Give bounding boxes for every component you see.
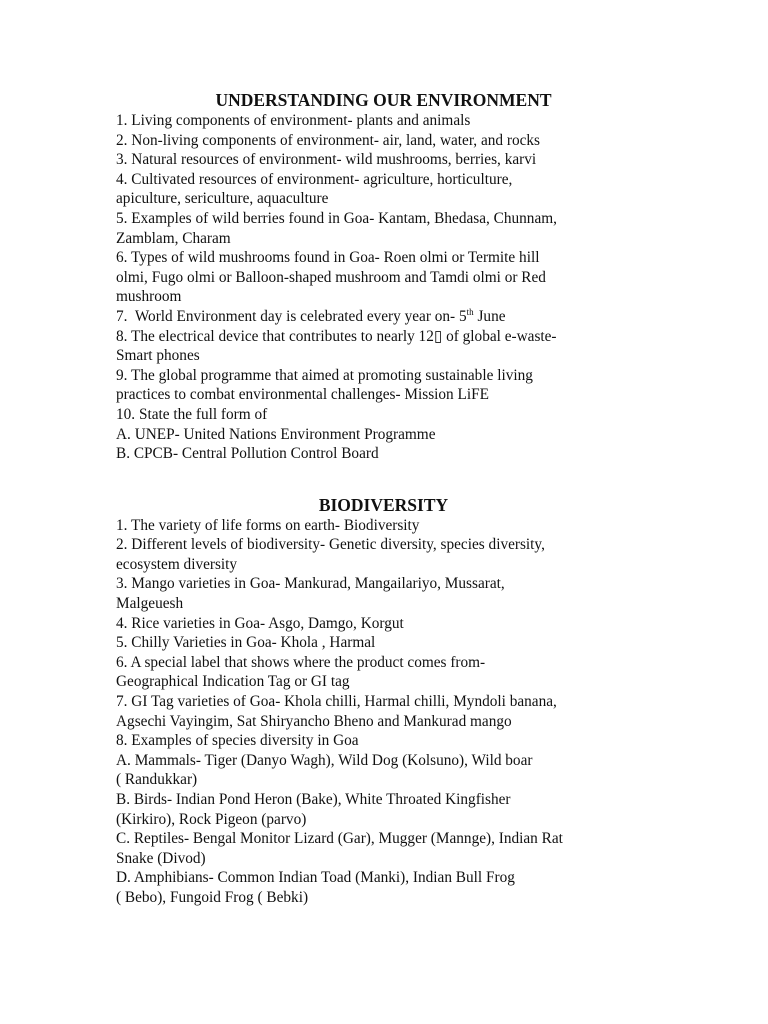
text-line: 4. Cultivated resources of environment- agriculture, horticulture, <box>116 170 513 188</box>
text-line: 8. The electrical device that contributes to nearly 12▯ of global e-waste- <box>116 327 557 345</box>
text-line: 7. GI Tag varieties of Goa- Khola chilli, Harmal chilli, Myndoli banana, <box>116 693 557 711</box>
text-line: practices to combat environmental challenges- Mission LiFE <box>116 386 489 404</box>
text-line: 3. Natural resources of environment- wild mushrooms, berries, karvi <box>116 151 537 169</box>
text-line: C. Reptiles- Bengal Monitor Lizard (Gar), Mugger (Mannge), Indian Rat <box>116 830 563 848</box>
text-line: Zamblam, Charam <box>116 229 231 247</box>
text-line: Geographical Indication Tag or GI tag <box>116 673 350 691</box>
text-line: 6. A special label that shows where the product comes from- <box>116 653 486 671</box>
document-page <box>116 89 656 908</box>
text-line: ( Bebo), Fungoid Frog ( Bebki) <box>116 888 309 906</box>
text-line: ecosystem diversity <box>116 555 238 573</box>
text-line: ( Randukkar) <box>116 771 198 789</box>
text-line: A. UNEP- United Nations Environment Programme <box>116 425 436 443</box>
line-text: 7. World Environment day is celebrated every year on- 5 <box>116 307 467 325</box>
text-line: 4. Rice varieties in Goa- Asgo, Damgo, Korgut <box>116 614 404 632</box>
text-line: Malgeuesh <box>116 595 184 613</box>
section-biodiversity <box>116 494 656 908</box>
line-text: June <box>473 307 506 325</box>
text-line: 9. The global programme that aimed at promoting sustainable living <box>116 366 533 384</box>
text-line: B. CPCB- Central Pollution Control Board <box>116 445 379 463</box>
section-environment <box>116 89 656 464</box>
section-title: BIODIVERSITY <box>318 494 449 515</box>
text-line: (Kirkiro), Rock Pigeon (parvo) <box>116 810 307 828</box>
text-line: 2. Different levels of biodiversity- Genetic diversity, species diversity, <box>116 536 545 554</box>
text-line: 5. Chilly Varieties in Goa- Khola , Harmal <box>116 634 376 652</box>
text-line: 3. Mango varieties in Goa- Mankurad, Mangailariyo, Mussarat, <box>116 575 505 593</box>
text-line: Agsechi Vayingim, Sat Shiryancho Bheno and Mankurad mango <box>116 712 512 730</box>
text-line-environment-day <box>116 307 656 327</box>
text-line: 8. Examples of species diversity in Goa <box>116 732 359 750</box>
text-line: mushroom <box>116 288 182 306</box>
text-line: Snake (Divod) <box>116 849 206 867</box>
text-line: B. Birds- Indian Pond Heron (Bake), White Throated Kingfisher <box>116 791 511 808</box>
text-line: 10. State the full form of <box>116 405 268 423</box>
text-line: 2. Non-living components of environment- air, land, water, and rocks <box>116 131 541 149</box>
section-title: UNDERSTANDING OUR ENVIRONMENT <box>215 90 552 110</box>
text-line: D. Amphibians- Common Indian Toad (Manki), Indian Bull Frog <box>116 869 515 887</box>
text-line: 5. Examples of wild berries found in Goa- Kantam, Bhedasa, Chunnam, <box>116 209 557 227</box>
text-line: apiculture, sericulture, aquaculture <box>116 190 329 208</box>
ordinal-superscript: th <box>466 306 474 317</box>
text-line: 1. The variety of life forms on earth- Biodiversity <box>116 516 420 534</box>
text-line: olmi, Fugo olmi or Balloon-shaped mushroom and Tamdi olmi or Red <box>116 268 546 286</box>
text-line: 1. Living components of environment- plants and animals <box>116 112 471 129</box>
section-body <box>116 111 656 464</box>
section-body <box>116 516 656 908</box>
text-line: 6. Types of wild mushrooms found in Goa- Roen olmi or Termite hill <box>116 249 540 267</box>
text-line: Smart phones <box>116 347 200 365</box>
text-line: A. Mammals- Tiger (Danyo Wagh), Wild Dog (Kolsuno), Wild boar <box>116 751 533 769</box>
